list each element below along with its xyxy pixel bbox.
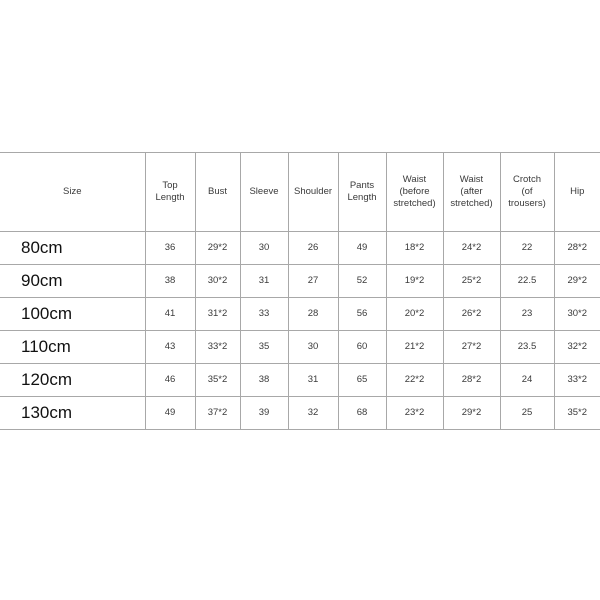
waist-before-cell: 21*2 (386, 331, 443, 364)
top-length-cell: 38 (145, 265, 195, 298)
header-row (0, 153, 600, 232)
size-cell: 110cm (0, 331, 145, 364)
waist-after-cell: 24*2 (443, 232, 500, 265)
shoulder-cell: 26 (288, 232, 338, 265)
waist-after-cell: 25*2 (443, 265, 500, 298)
bust-cell: 33*2 (195, 331, 240, 364)
shoulder-cell: 31 (288, 364, 338, 397)
bust-cell: 35*2 (195, 364, 240, 397)
top-length-cell: 46 (145, 364, 195, 397)
crotch-cell: 25 (500, 397, 554, 430)
hip-cell: 28*2 (554, 232, 600, 265)
column-header-sleeve: Sleeve (240, 153, 288, 232)
hip-cell: 35*2 (554, 397, 600, 430)
column-header-pants-length: Pants Length (338, 153, 386, 232)
top-length-cell: 43 (145, 331, 195, 364)
column-header-top-length: Top Length (145, 153, 195, 232)
crotch-cell: 23.5 (500, 331, 554, 364)
hip-cell: 33*2 (554, 364, 600, 397)
table-row (0, 232, 600, 265)
bust-cell: 37*2 (195, 397, 240, 430)
sleeve-cell: 38 (240, 364, 288, 397)
waist-after-cell: 28*2 (443, 364, 500, 397)
crotch-cell: 22 (500, 232, 554, 265)
waist-after-cell: 26*2 (443, 298, 500, 331)
waist-before-cell: 20*2 (386, 298, 443, 331)
size-cell: 100cm (0, 298, 145, 331)
table-row (0, 265, 600, 298)
crotch-cell: 23 (500, 298, 554, 331)
top-length-cell: 41 (145, 298, 195, 331)
table-row (0, 397, 600, 430)
size-cell: 80cm (0, 232, 145, 265)
shoulder-cell: 30 (288, 331, 338, 364)
waist-after-cell: 27*2 (443, 331, 500, 364)
column-header-waist-before-stretched: Waist (before stretched) (386, 153, 443, 232)
top-length-cell: 49 (145, 397, 195, 430)
table-row (0, 331, 600, 364)
waist-before-cell: 23*2 (386, 397, 443, 430)
pants-length-cell: 52 (338, 265, 386, 298)
column-header-size: Size (0, 153, 145, 232)
column-header-waist-after-stretched: Waist (after stretched) (443, 153, 500, 232)
table-row (0, 298, 600, 331)
hip-cell: 29*2 (554, 265, 600, 298)
shoulder-cell: 27 (288, 265, 338, 298)
sleeve-cell: 30 (240, 232, 288, 265)
sleeve-cell: 31 (240, 265, 288, 298)
waist-before-cell: 22*2 (386, 364, 443, 397)
sleeve-cell: 33 (240, 298, 288, 331)
waist-before-cell: 19*2 (386, 265, 443, 298)
top-length-cell: 36 (145, 232, 195, 265)
size-cell: 130cm (0, 397, 145, 430)
size-cell: 120cm (0, 364, 145, 397)
waist-after-cell: 29*2 (443, 397, 500, 430)
bust-cell: 31*2 (195, 298, 240, 331)
hip-cell: 32*2 (554, 331, 600, 364)
pants-length-cell: 65 (338, 364, 386, 397)
column-header-bust: Bust (195, 153, 240, 232)
column-header-shoulder: Shoulder (288, 153, 338, 232)
shoulder-cell: 28 (288, 298, 338, 331)
crotch-cell: 24 (500, 364, 554, 397)
column-header-crotch: Crotch (of trousers) (500, 153, 554, 232)
sleeve-cell: 39 (240, 397, 288, 430)
size-chart-table (0, 152, 600, 430)
pants-length-cell: 56 (338, 298, 386, 331)
pants-length-cell: 60 (338, 331, 386, 364)
shoulder-cell: 32 (288, 397, 338, 430)
size-cell: 90cm (0, 265, 145, 298)
waist-before-cell: 18*2 (386, 232, 443, 265)
crotch-cell: 22.5 (500, 265, 554, 298)
table-row (0, 364, 600, 397)
column-header-hip: Hip (554, 153, 600, 232)
pants-length-cell: 68 (338, 397, 386, 430)
bust-cell: 29*2 (195, 232, 240, 265)
bust-cell: 30*2 (195, 265, 240, 298)
hip-cell: 30*2 (554, 298, 600, 331)
pants-length-cell: 49 (338, 232, 386, 265)
sleeve-cell: 35 (240, 331, 288, 364)
